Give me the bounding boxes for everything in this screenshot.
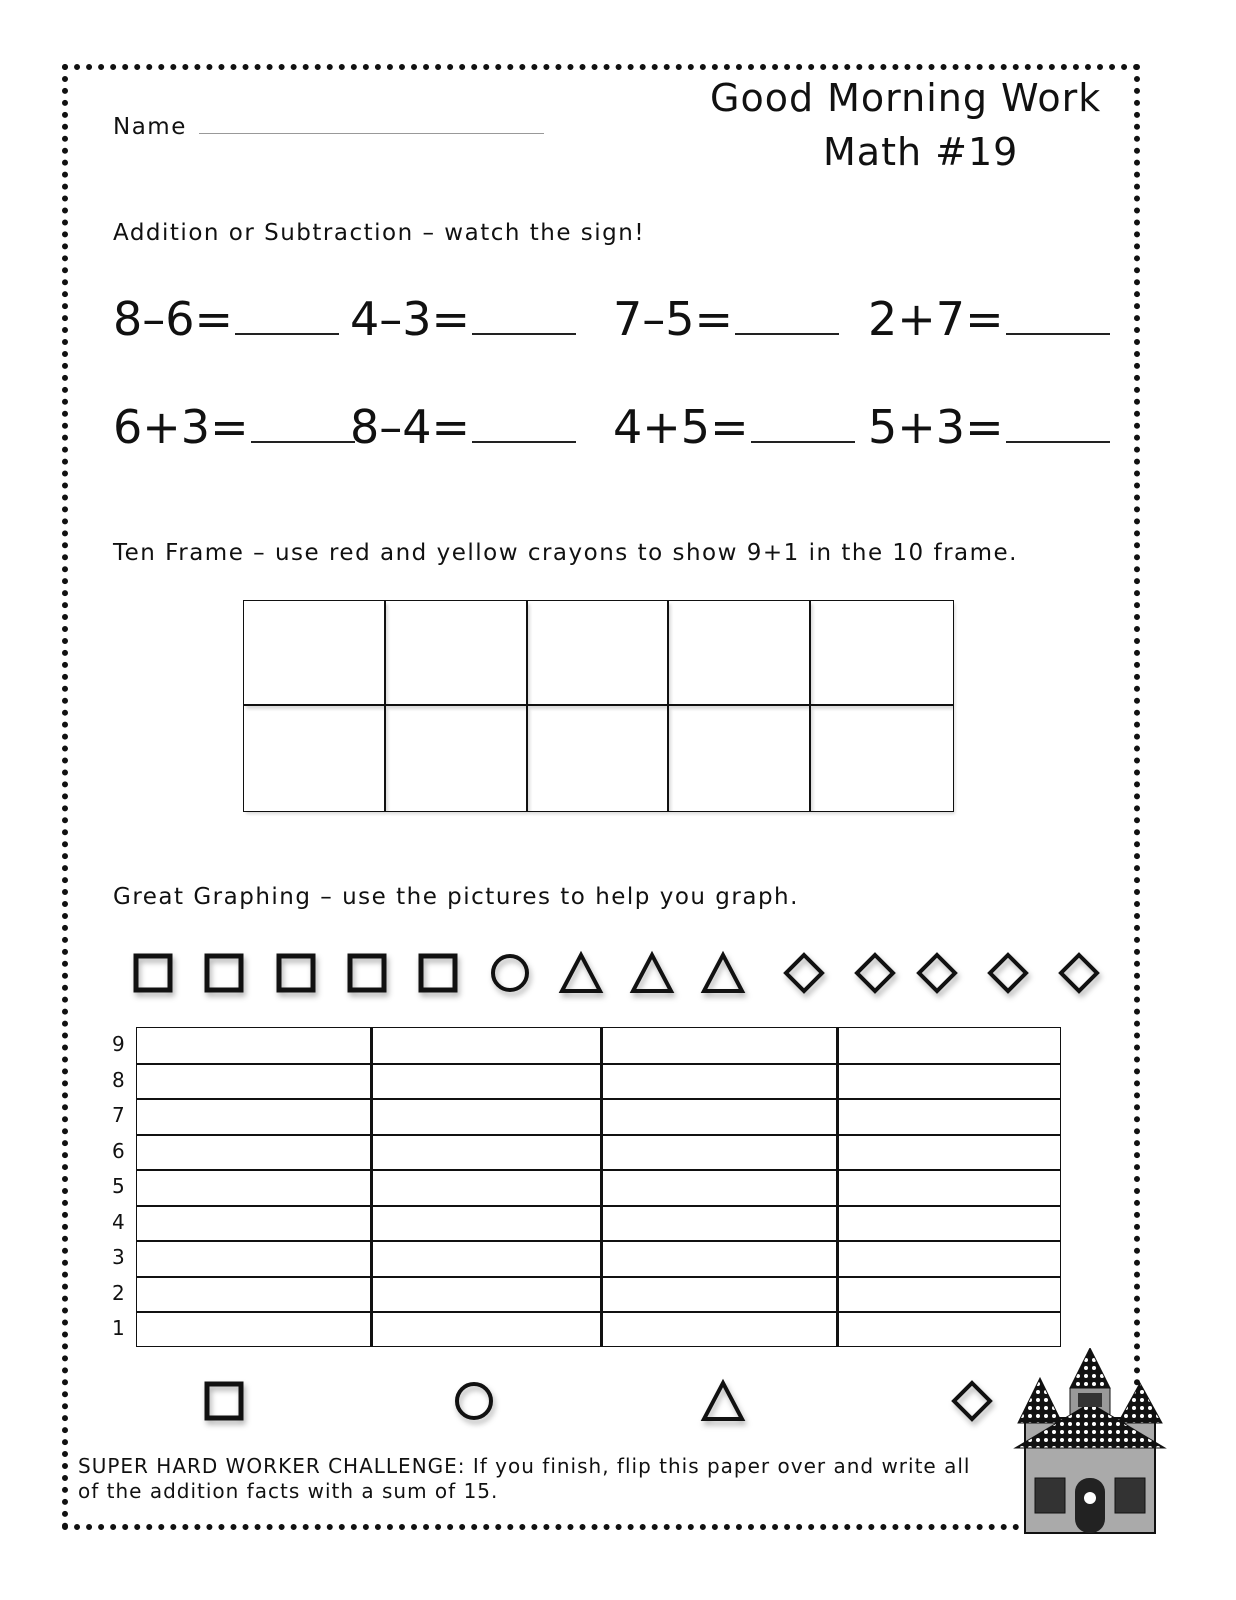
equation [113,400,355,454]
graph-row-line [137,1205,1060,1207]
graph-y-label: 5 [112,1174,125,1199]
graph-column-line [370,1028,373,1346]
ten-frame-cell[interactable] [244,706,386,811]
challenge-text [78,1454,970,1504]
equation [113,292,339,346]
equation-text: 2+7= [868,292,1004,346]
square-icon [271,948,321,998]
ten-frame-cell[interactable] [386,601,528,706]
ten-frame [243,600,954,812]
graph-row-line [137,1276,1060,1278]
graph-y-label: 4 [112,1209,125,1234]
ten-frame-cell[interactable] [528,706,670,811]
square-icon [128,948,178,998]
square-icon [199,1376,249,1426]
triangle-icon [556,948,606,998]
ten-frame-cell[interactable] [811,601,953,706]
answer-blank[interactable] [235,333,339,335]
graph-y-label: 7 [112,1103,125,1128]
graph-row-line [137,1134,1060,1136]
graph-y-label: 3 [112,1245,125,1270]
haunted-house-icon [1010,1348,1170,1538]
answer-blank[interactable] [1006,333,1110,335]
answer-blank[interactable] [472,441,576,443]
triangle-icon [627,948,677,998]
circle-icon [485,948,535,998]
section-instruction-arithmetic: Addition or Subtraction – watch the sign! [113,220,646,246]
ten-frame-cell[interactable] [386,706,528,811]
equation-text: 4+5= [613,400,749,454]
worksheet-title: Good Morning Work [710,76,1102,120]
graph-row-line [137,1063,1060,1065]
triangle-icon [698,948,748,998]
graph-row-line [137,1240,1060,1242]
graph-y-label: 6 [112,1138,125,1163]
equation [613,400,855,454]
ten-frame-cell[interactable] [528,601,670,706]
diamond-icon [947,1376,997,1426]
diamond-icon [1054,948,1104,998]
square-icon [342,948,392,998]
name-line[interactable] [199,133,544,134]
answer-blank[interactable] [472,333,576,335]
equation-text: 5+3= [868,400,1004,454]
graph-column-line [600,1028,603,1346]
ten-frame-cell[interactable] [669,601,811,706]
graph-row-line [137,1169,1060,1171]
graph-row-line [137,1311,1060,1313]
equation-text: 7–5= [613,292,734,346]
answer-blank[interactable] [251,441,355,443]
section-instruction-ten-frame: Ten Frame – use red and yellow crayons to show 9+1 in the 10 frame. [113,540,1018,566]
ten-frame-cell[interactable] [669,706,811,811]
graph-y-label: 1 [112,1316,125,1341]
square-icon [413,948,463,998]
circle-icon [449,1376,499,1426]
triangle-icon [698,1376,748,1426]
square-icon [199,948,249,998]
diamond-icon [912,948,962,998]
equation [868,400,1110,454]
equation-text: 6+3= [113,400,249,454]
graph-row-line [137,1098,1060,1100]
equation-text: 4–3= [350,292,471,346]
challenge-line-1: SUPER HARD WORKER CHALLENGE: If you finish, flip this paper over and write all [78,1454,971,1478]
equation [350,400,576,454]
diamond-icon [983,948,1033,998]
name-field[interactable] [113,114,544,140]
section-instruction-graphing: Great Graphing – use the pictures to help you graph. [113,884,799,910]
graph-y-label: 2 [112,1280,125,1305]
equation [868,292,1110,346]
graph-column-line [836,1028,839,1346]
answer-blank[interactable] [735,333,839,335]
diamond-icon [779,948,829,998]
answer-blank[interactable] [751,441,855,443]
answer-blank[interactable] [1006,441,1110,443]
equation-text: 8–6= [113,292,234,346]
name-label: Name [113,114,187,140]
diamond-icon [850,948,900,998]
equation [613,292,839,346]
ten-frame-cell[interactable] [811,706,953,811]
bar-graph-grid [136,1027,1061,1347]
equation [350,292,576,346]
graph-y-label: 9 [112,1032,125,1056]
graph-y-label: 8 [112,1067,125,1092]
worksheet-subtitle: Math #19 [823,130,1019,174]
challenge-line-2: of the addition facts with a sum of 15. [78,1479,499,1503]
equation-text: 8–4= [350,400,471,454]
ten-frame-cell[interactable] [244,601,386,706]
